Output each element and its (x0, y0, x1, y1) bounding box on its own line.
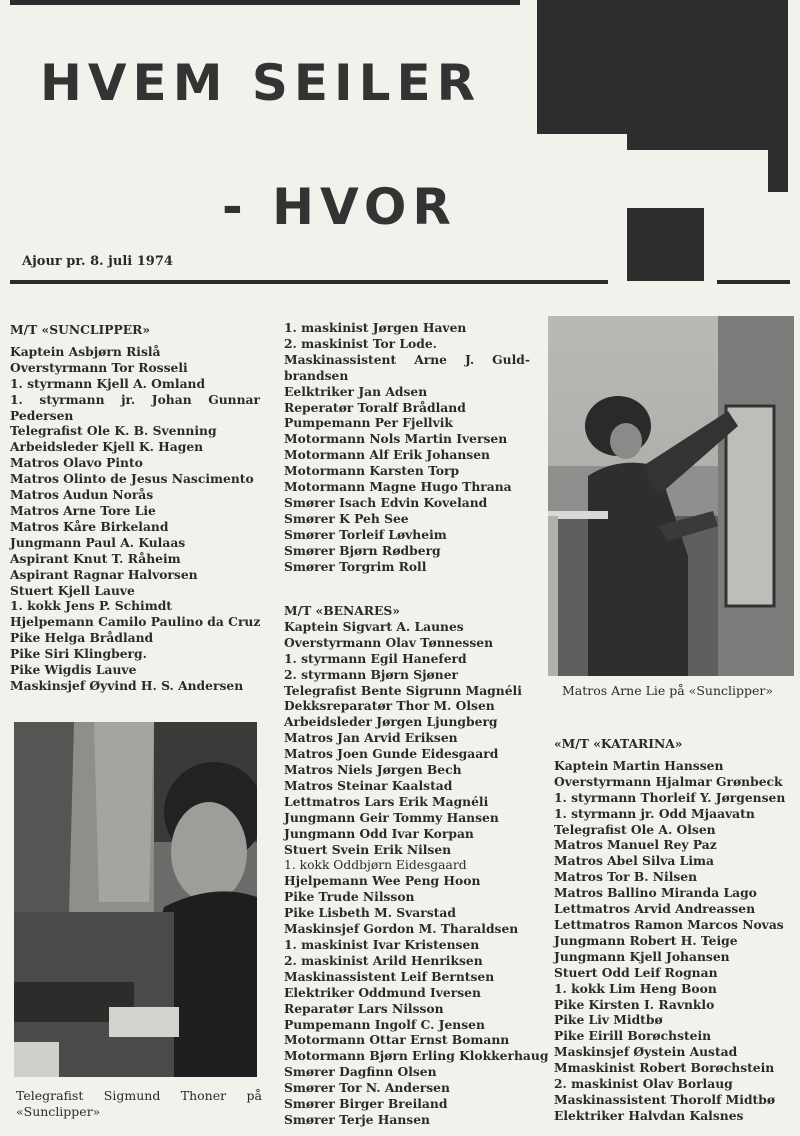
crew-entry: Smører Torleif Løvheim (284, 526, 447, 542)
crew-entry: Motormann Alf Erik Johansen (284, 447, 490, 463)
crew-entry: Matros Abel Silva Lima (554, 853, 714, 869)
crew-entry: 1. styrmann Kjell A. Omland (10, 375, 206, 391)
crew-entry: Overstyrmann Hjalmar Grønbeck (554, 773, 783, 789)
crew-entry: Maskinsjef Øystein Austad (554, 1044, 738, 1060)
crew-entry: Lettmatros Ramon Marcos Novas (554, 916, 784, 932)
crew-entry: 1. maskinist Jørgen Haven (284, 320, 467, 335)
crew-entry: Matros Joen Gunde Eidesgaard (284, 746, 499, 762)
crew-entry: Matros Olinto de Jesus Nascimento (10, 471, 254, 487)
caption-photo-left: Telegrafist Sigmund Thoner på «Sunclipper» (16, 1088, 262, 1119)
crew-entry: Kaptein Asbjørn Rislå (10, 343, 161, 359)
crew-entry: Maskinsjef Gordon M. Tharaldsen (284, 921, 519, 937)
crew-entry: Telegrafist Ole A. Olsen (554, 821, 716, 837)
crew-entry: Matros Olavo Pinto (10, 455, 143, 471)
crew-entry: Reperatør Toralf Brådland (284, 399, 466, 415)
crew-entry: Pike Siri Klingberg. (10, 646, 147, 662)
crew-entry: Jungmann Paul A. Kulaas (10, 534, 186, 550)
photo-sailor-deck-image (548, 316, 794, 676)
crew-list-katarina (554, 736, 794, 1124)
crew-entry: Elektriker Halvdan Kalsnes (554, 1107, 744, 1123)
crew-entry: Pumpemann Per Fjellvik (284, 415, 453, 431)
crew-entry: Pike Lisbeth M. Svarstad (284, 905, 456, 921)
crew-entry: Overstyrmann Tor Rosseli (10, 359, 188, 375)
crew-entry: Pike Kirsten I. Ravnklo (554, 996, 715, 1012)
crew-entry: Arbeidsleder Jørgen Ljungberg (284, 714, 498, 730)
crew-entry: Matros Audun Norås (10, 487, 154, 503)
ship-heading-katarina: «M/T «KATARINA» (554, 736, 683, 751)
crew-entry: Kaptein Sigvart A. Launes (284, 618, 464, 634)
crew-entry: Smører Terje Hansen (284, 1112, 430, 1127)
photo-sailor-deck (548, 316, 794, 676)
crew-entry: Dekksreparatør Thor M. Olsen (284, 698, 495, 714)
crew-entry: Eelktriker Jan Adsen (284, 383, 428, 399)
crew-entry: Pumpemann Ingolf C. Jensen (284, 1016, 485, 1032)
crew-entry: Jungmann Geir Tommy Hansen (284, 809, 499, 825)
crew-entry: Matros Kåre Birkeland (10, 518, 169, 534)
crew-entry: Lettmatros Arvid Andreassen (554, 901, 756, 917)
headline-line2: - HVOR (222, 178, 457, 236)
crew-entry: Telegrafist Bente Sigrunn Magnéli (284, 682, 522, 698)
crew-entry: Aspirant Knut T. Råheim (10, 550, 181, 566)
crew-entry: Motormann Magne Hugo Thrana (284, 479, 512, 495)
crew-entry: 1. styrmann jr. Odd Mjaavatn (554, 805, 755, 821)
crew-entry: 2. maskinist Arild Henriksen (284, 952, 483, 968)
crew-entry: 1. styrmann jr. Johan Gunnar (10, 391, 260, 407)
crew-entry: Motormann Karsten Torp (284, 463, 460, 479)
crew-entry: Jungmann Odd Ivar Korpan (284, 825, 474, 841)
crew-entry: Smører Tor N. Andersen (284, 1080, 450, 1096)
crew-entry: Smører Bjørn Rødberg (284, 542, 441, 558)
crew-entry: 1. styrmann Egil Haneferd (284, 650, 467, 666)
crew-entry: Elektriker Oddmund Iversen (284, 984, 481, 1000)
crew-entry: Pike Trude Nilsson (284, 889, 415, 905)
crew-entry: Kaptein Martin Hanssen (554, 757, 724, 773)
crew-entry: Smører Torgrim Roll (284, 558, 427, 574)
crew-entry: 2. maskinist Olav Borlaug (554, 1076, 733, 1092)
crew-entry: Pedersen (10, 407, 74, 423)
crew-entry: Matros Tor B. Nilsen (554, 869, 698, 885)
crew-entry: Maskinassistent Arne J. Guld- (284, 351, 530, 367)
crew-entry: brandsen (284, 367, 349, 383)
crew-entry: Smører K Peh See (284, 510, 409, 526)
crew-entry: Maskinassistent Leif Berntsen (284, 968, 495, 984)
crew-entry: 1. maskinist Ivar Kristensen (284, 937, 480, 953)
crew-entry: Lettmatros Lars Erik Magnéli (284, 793, 489, 809)
crew-entry: Mmaskinist Robert Borøchstein (554, 1060, 775, 1076)
crew-entry: Overstyrmann Olav Tønnessen (284, 634, 494, 650)
crew-entry: 1. styrmann Thorleif Y. Jørgensen (554, 789, 786, 805)
crew-entry: Hjelpemann Wee Peng Hoon (284, 873, 481, 889)
crew-entry: Matros Arne Tore Lie (10, 502, 156, 518)
top-rule (10, 0, 520, 5)
crew-entry: Jungmann Robert H. Teige (554, 932, 738, 948)
crew-entry: Motormann Ottar Ernst Bomann (284, 1032, 510, 1048)
crew-entry: Pike Helga Brådland (10, 630, 154, 646)
crew-entry: Matros Manuel Rey Paz (554, 837, 717, 853)
crew-entry: Maskinassistent Thorolf Midtbø (554, 1091, 776, 1107)
crew-entry: Hjelpemann Camilo Paulino da Cruz (10, 614, 261, 630)
crew-entry: Matros Steinar Kaalstad (284, 777, 453, 793)
block-graphic (535, 0, 800, 285)
crew-entry: 2. styrmann Bjørn Sjøner (284, 666, 459, 682)
crew-list-sunclipper (10, 322, 260, 694)
crew-list-sunclipper-cont (284, 320, 530, 575)
ship-heading-benares: M/T «BENARES» (284, 603, 400, 618)
crew-entry: Matros Ballino Miranda Lago (554, 885, 757, 901)
header-rule-left (10, 280, 608, 284)
crew-entry: Telegrafist Ole K. B. Svenning (10, 423, 217, 439)
header-rule-right (717, 280, 790, 284)
crew-entry: Stuert Svein Erik Nilsen (284, 841, 452, 857)
crew-entry: Motormann Nols Martin Iversen (284, 431, 508, 447)
crew-entry: Smører Dagfinn Olsen (284, 1064, 437, 1080)
caption-photo-right: Matros Arne Lie på «Sunclipper» (562, 683, 774, 698)
crew-list-benares (284, 603, 549, 1128)
crew-entry: 2. maskinist Tor Lode. (284, 335, 437, 351)
crew-entry: Arbeidsleder Kjell K. Hagen (10, 439, 204, 455)
crew-entry: Matros Niels Jørgen Bech (284, 762, 462, 778)
crew-entry: Aspirant Ragnar Halvorsen (10, 566, 198, 582)
crew-entry: Stuert Odd Leif Rognan (554, 964, 718, 980)
crew-entry: Smører Birger Breiland (284, 1096, 448, 1112)
crew-entry: 1. kokk Oddbjørn Eidesgaard (284, 857, 467, 872)
crew-entry: Jungmann Kjell Johansen (554, 948, 730, 964)
crew-entry: Smører Isach Edvin Koveland (284, 494, 488, 510)
crew-entry: Stuert Kjell Lauve (10, 582, 135, 598)
update-date: Ajour pr. 8. juli 1974 (22, 254, 173, 269)
crew-entry: Pike Liv Midtbø (554, 1012, 663, 1028)
photo-radio-operator (14, 722, 257, 1077)
headline-line1: HVEM SEILER (40, 54, 482, 112)
crew-entry: 1. kokk Lim Heng Boon (554, 980, 717, 996)
photo-radio-operator-image (14, 722, 257, 1077)
crew-entry: Reparatør Lars Nilsson (284, 1000, 444, 1016)
crew-entry: 1. kokk Jens P. Schimdt (10, 598, 172, 614)
crew-entry: Maskinsjef Øyvind H. S. Andersen (10, 677, 244, 693)
crew-entry: Matros Jan Arvid Eriksen (284, 730, 458, 746)
ship-heading-sunclipper: M/T «SUNCLIPPER» (10, 322, 151, 337)
crew-entry: Pike Eirill Borøchstein (554, 1028, 712, 1044)
crew-entry: Motormann Bjørn Erling Klokkerhaug (284, 1048, 549, 1064)
crew-entry: Pike Wigdis Lauve (10, 662, 137, 678)
